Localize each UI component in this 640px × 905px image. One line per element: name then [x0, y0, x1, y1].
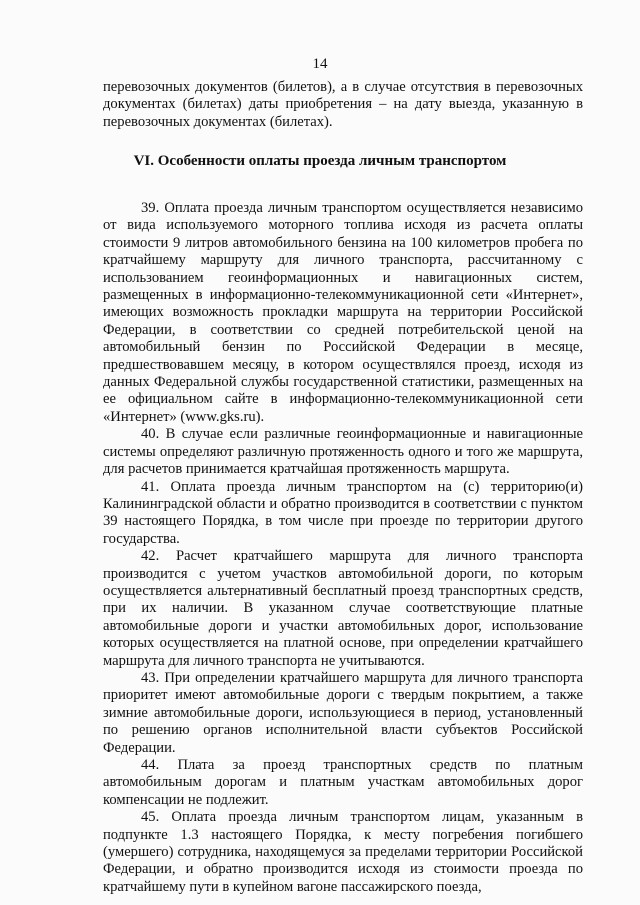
- paragraph-list: [103, 200, 583, 896]
- paragraph-41: 41. Оплата проезда личным транспортом на (с) территорию(и) Калининградской области и обратно производится в соответствии с пунктом 39 настоящего Порядка, в том числе при проезде по территории другого государства.: [103, 478, 583, 547]
- paragraph-40: 40. В случае если различные геоинформационные и навигационные системы определяют различную протяженность одного и того же маршрута, для расчетов принимается кратчайшая протяженность маршрута.: [103, 426, 583, 478]
- paragraph-44: 44. Плата за проезд транспортных средств по платным автомобильным дорогам и платным участкам автомобильных дорог компенсации не подлежит.: [103, 757, 583, 808]
- continuation-paragraph: перевозочных документов (билетов), а в случае отсутствия в перевозочных документах (билетах) даты приобретения – на дату выезда, указанную в перевозочных документах (билетах).: [103, 79, 583, 130]
- section-heading: VI. Особенности оплаты проезда личным транспортом: [133, 153, 507, 169]
- paragraph-45: 45. Оплата проезда личным транспортом лицам, указанным в подпункте 1.3 настоящего Порядка, к месту погребения погибшего (умершего) сотрудника, находящемуся за пределами территории Российской Федерации, и обратно производится исходя из стоимости проезда по кратчайшему пути в купейном вагоне пассажирского поезда,: [103, 809, 583, 895]
- paragraph-42: 42. Расчет кратчайшего маршрута для личного транспорта производится с учетом участков автомобильной дороги, по которым осуществляется альтернативный бесплатный проезд транспортных средств, при их наличии. В указанном случае соответствующие платные автомобильные дороги и участки автомобильных дорог, использование которых осуществляется на платной основе, при определении кратчайшего маршрута для личного транспорта не учитываются.: [103, 548, 583, 669]
- paragraph-43: 43. При определении кратчайшего маршрута для личного транспорта приоритет имеют автомобильные дороги с твердым покрытием, а также зимние автомобильные дороги, использующиеся в период, установленный по решению органов исполнительной власти субъектов Российской Федерации.: [103, 669, 583, 756]
- page-number: 14: [312, 56, 328, 72]
- paragraph-39: 39. Оплата проезда личным транспортом осуществляется независимо от вида используемого моторного топлива исходя из расчета оплаты стоимости 9 литров автомобильного бензина на 100 километров пробега по кратчайшему маршруту для личного транспорта, рассчитанному с использованием геоинформационных и навигационных систем, размещенных в информационно-телекоммуникационной сети «Интернет», имеющих возможность прокладки маршрута на территории Российской Федерации, в соответствии со средней потребительской ценой на автомобильный бензин по Российской Федерации в месяце, предшествовавшем месяцу, в котором осуществлялся проезд, исходя из данных Федеральной службы государственной статистики, размещенных на ее официальном сайте в информационно-телекоммуникационной сети «Интернет» (www.gks.ru).: [103, 200, 583, 425]
